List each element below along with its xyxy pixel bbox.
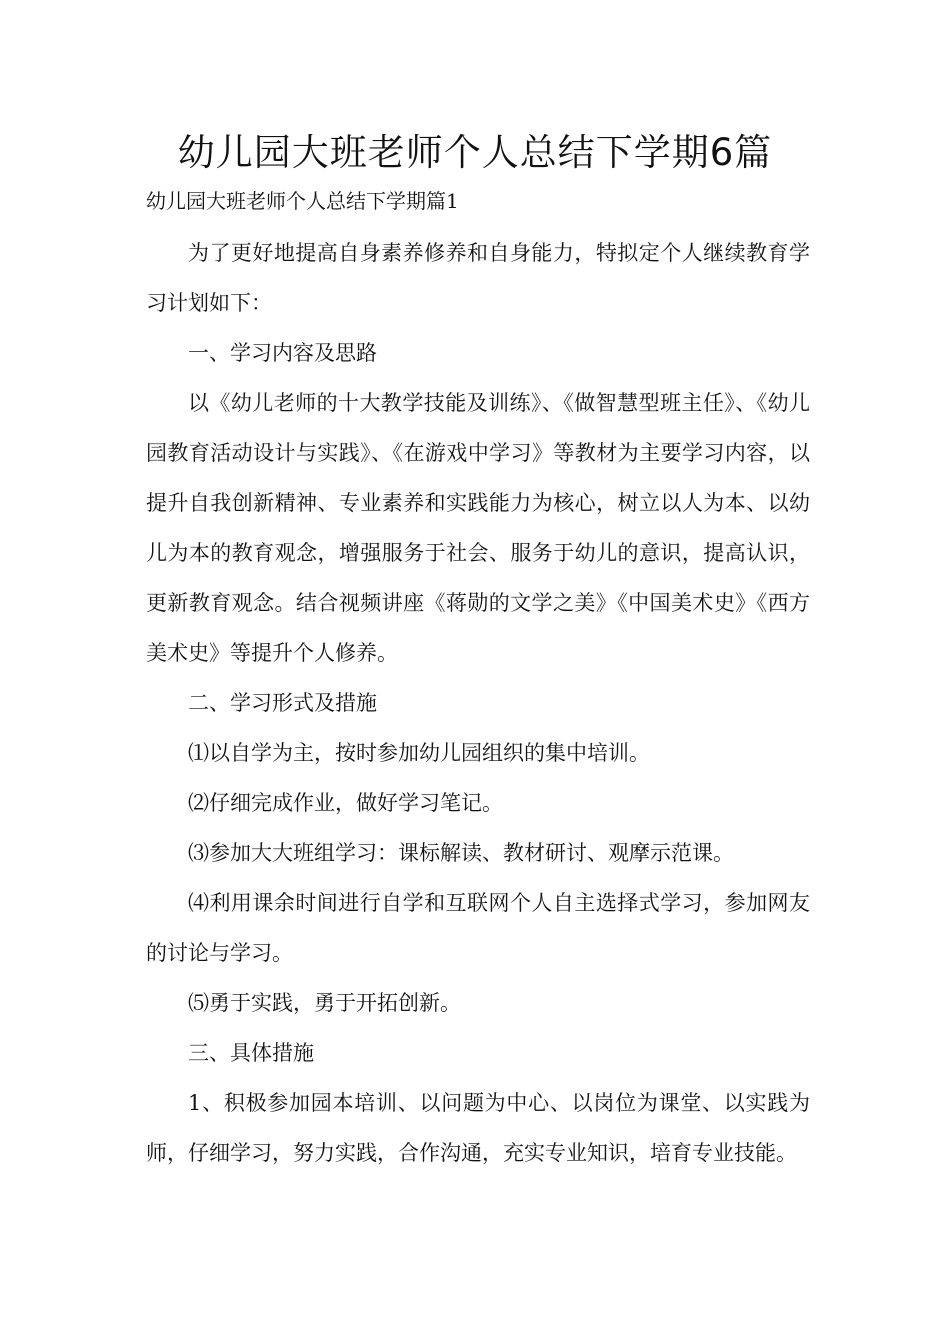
document-body <box>146 228 810 1178</box>
paragraph-content: 以《幼儿老师的十大教学技能及训练》、《做智慧型班主任》、《幼儿园教育活动设计与实践》、《在游戏中学习》等教材为主要学习内容，以提升自我创新精神、专业素养和实践能力为核心，树立以人为本、以幼儿为本的教育观念，增强服务于社会、服务于幼儿的意识，提高认识，更新教育观念。结合视频讲座《蒋勋的文学之美》《中国美术史》《西方美术史》等提升个人修养。 <box>146 391 810 665</box>
section-heading-3: 三、具体措施 <box>188 1041 314 1065</box>
section-heading-2: 二、学习形式及措施 <box>188 691 377 715</box>
list-item-2: ⑵仔细完成作业，做好学习笔记。 <box>188 791 503 815</box>
document-title: 幼儿园大班老师个人总结下学期6篇 <box>177 131 773 174</box>
list-item-3: ⑶参加大大班组学习：课标解读、教材研讨、观摩示范课。 <box>188 841 734 865</box>
list-item-4: ⑷利用课余时间进行自学和互联网个人自主选择式学习，参加网友的讨论与学习。 <box>146 891 810 965</box>
section-heading-1: 一、学习内容及思路 <box>188 341 377 365</box>
document-subtitle: 幼儿园大班老师个人总结下学期篇1 <box>146 189 459 213</box>
paragraph-measure-1: 1、积极参加园本培训、以问题为中心、以岗位为课堂、以实践为师，仔细学习，努力实践，合作沟通，充实专业知识，培育专业技能。 <box>146 1091 810 1165</box>
list-item-1: ⑴以自学为主，按时参加幼儿园组织的集中培训。 <box>188 741 650 765</box>
paragraph-intro: 为了更好地提高自身素养修养和自身能力，特拟定个人继续教育学习计划如下： <box>146 241 810 315</box>
list-item-5: ⑸勇于实践，勇于开拓创新。 <box>188 991 461 1015</box>
